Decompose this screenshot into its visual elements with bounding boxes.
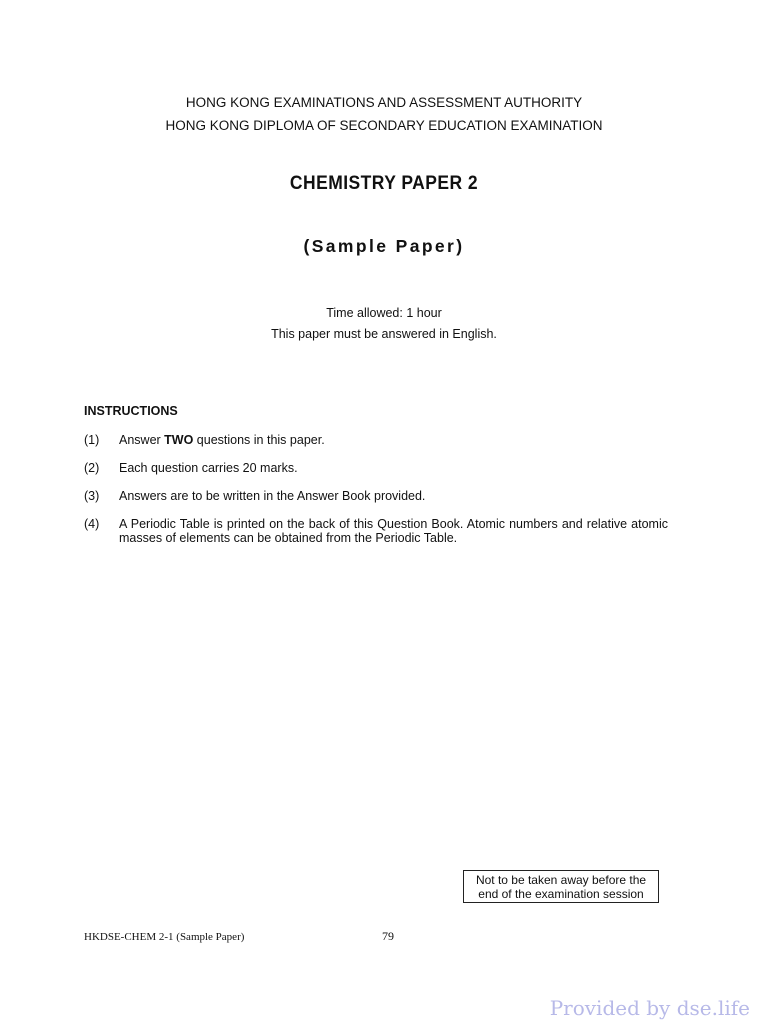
watermark-link[interactable]: Provided by dse.life: [549, 996, 750, 1020]
instruction-text-post: questions in this paper.: [193, 433, 325, 447]
paper-title: CHEMISTRY PAPER 2: [289, 173, 479, 194]
instruction-item: [84, 433, 668, 447]
instruction-number: (2): [84, 461, 100, 475]
instruction-text: [119, 433, 668, 447]
notice-box: [463, 870, 659, 903]
paper-code: HKDSE-CHEM 2-1 (Sample Paper): [84, 931, 245, 943]
notice-line-1: Not to be taken away before the: [475, 873, 647, 887]
page-number: 79: [382, 929, 394, 943]
instruction-text-pre: Answer: [119, 433, 165, 447]
instruction-text: Each question carries 20 marks.: [119, 461, 298, 475]
instruction-item: [84, 461, 668, 475]
authority-heading: HONG KONG EXAMINATIONS AND ASSESSMENT AUTHORITY: [185, 95, 583, 110]
language-note: This paper must be answered in English.: [271, 327, 497, 341]
instruction-item: [84, 517, 668, 545]
paper-subtitle: (Sample Paper): [303, 236, 465, 256]
notice-line-2: end of the examination session: [478, 887, 644, 901]
exam-heading: HONG KONG DIPLOMA OF SECONDARY EDUCATION EXAMINATION: [165, 118, 603, 133]
instruction-number: (3): [84, 489, 100, 503]
instruction-item: [84, 489, 668, 503]
instruction-text: Answers are to be written in the Answer Book provided.: [119, 489, 426, 503]
instruction-emphasis: TWO: [164, 433, 194, 447]
instruction-number: (1): [84, 433, 100, 447]
time-allowed: Time allowed: 1 hour: [326, 306, 442, 320]
instructions-heading: INSTRUCTIONS: [84, 404, 178, 418]
instruction-number: (4): [84, 517, 100, 531]
instruction-text: A Periodic Table is printed on the back of this Question Book. Atomic numbers and relative atomic masses of elements can be obtained from the Periodic Table.: [119, 517, 668, 545]
